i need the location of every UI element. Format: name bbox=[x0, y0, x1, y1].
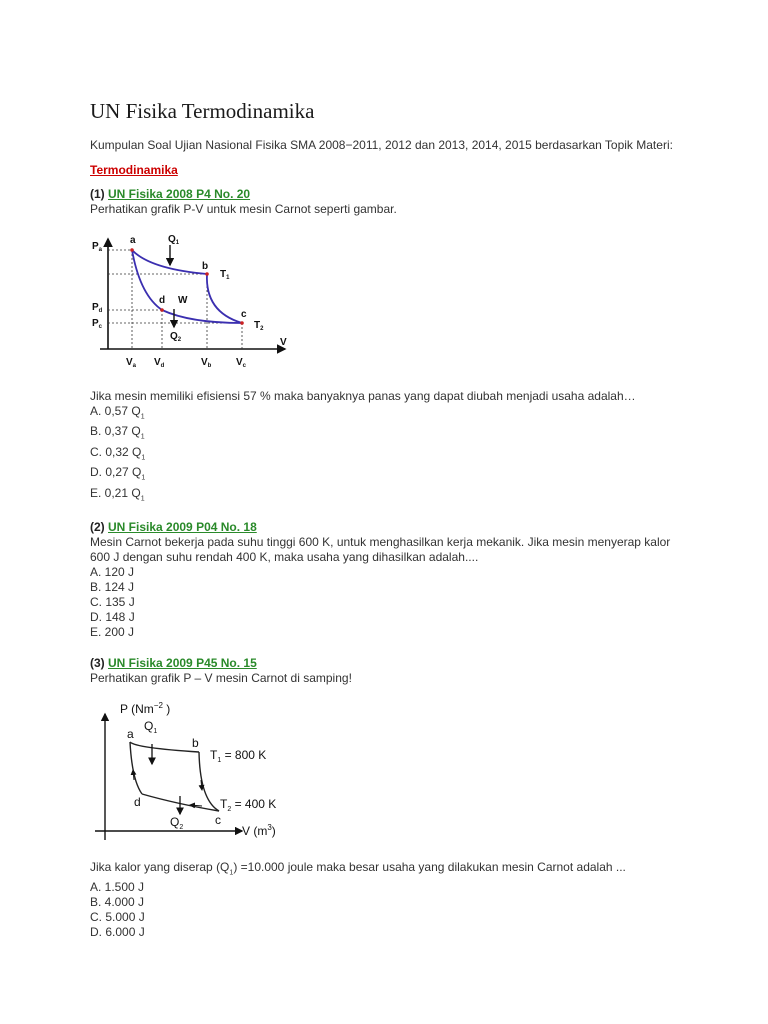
label-a: a bbox=[127, 726, 134, 741]
label-q2: $Q_2$ bbox=[170, 331, 182, 343]
label-t1: $T_1$ bbox=[220, 269, 230, 281]
label-pd: $P_d$ bbox=[92, 302, 103, 314]
option-item: E. 200 J bbox=[90, 624, 135, 639]
option-item: B. 4.000 J bbox=[90, 895, 145, 910]
label-vd: $V_d$ bbox=[154, 357, 165, 369]
option-item: A. 0,57 $Q_1$ bbox=[90, 404, 145, 421]
label-c: c bbox=[241, 309, 247, 320]
carnot-cycle bbox=[130, 742, 219, 811]
question-1-options bbox=[90, 404, 690, 506]
page-title: UN Fisika Termodinamika bbox=[90, 99, 315, 123]
label-q1: $Q_1$ bbox=[144, 718, 158, 735]
option-item: C. 0,32 $Q_1$ bbox=[90, 444, 146, 462]
label-pa: $P_a$ bbox=[92, 241, 103, 253]
option-item: C. 5.000 J bbox=[90, 910, 145, 925]
option-item: A. 120 J bbox=[90, 564, 135, 579]
option-item: D. 6.000 J bbox=[90, 925, 145, 940]
option-item: C. 135 J bbox=[90, 594, 135, 609]
label-t2: $T_2$ bbox=[254, 320, 264, 332]
label-q2: $Q_2$ bbox=[170, 814, 184, 831]
question-1-link[interactable]: UN Fisika 2008 P4 No. 20 bbox=[108, 187, 251, 201]
option-item: B. 0,37 $Q_1$ bbox=[90, 424, 145, 441]
option-item: D. 148 J bbox=[90, 609, 135, 624]
question-3 bbox=[90, 656, 690, 940]
label-q1: $Q_1$ bbox=[168, 234, 180, 246]
label-t2: $T_2 = 400$ K bbox=[220, 796, 277, 813]
label-vc: $V_c$ bbox=[236, 357, 247, 369]
question-2-options bbox=[90, 565, 690, 640]
question-1 bbox=[90, 187, 690, 506]
label-v-axis: V $(m^3)$ bbox=[242, 822, 276, 838]
question-1-header bbox=[90, 187, 690, 202]
question-3-options bbox=[90, 880, 690, 940]
option-item: D. 0,27 $Q_1$ bbox=[90, 465, 146, 482]
question-1-text: Perhatikan grafik P-V untuk mesin Carnot seperti gambar. bbox=[90, 202, 397, 216]
question-2-text: Mesin Carnot bekerja pada suhu tinggi 600 K, untuk menghasilkan kerja mekanik. Jika mesin menyerap kalor 600 J dengan suhu rendah 400 K, maka usaha yang dihasilkan adalah.... bbox=[90, 534, 671, 564]
question-2-link[interactable]: UN Fisika 2009 P04 No. 18 bbox=[108, 519, 257, 534]
label-d: d bbox=[159, 295, 166, 306]
question-3-prompt: Jika kalor yang diserap $(Q_1) =10.000$ joule maka besar usaha yang dilakukan mesin Carnot adalah ... bbox=[90, 859, 626, 877]
label-b: b bbox=[192, 735, 199, 750]
carnot-cycle bbox=[132, 250, 242, 323]
document-page bbox=[90, 98, 690, 950]
option-item: A. 1.500 J bbox=[90, 880, 145, 895]
label-pc: $P_c$ bbox=[92, 318, 103, 330]
pv-diagram-1 bbox=[90, 227, 310, 377]
label-p-axis: P ($Nm^{-2}$ ) bbox=[120, 700, 171, 716]
intro-text: Kumpulan Soal Ujian Nasional Fisika SMA 2008−2011, 2012 dan 2013, 2014, 2015 berdasarkan Topik Materi: bbox=[90, 138, 673, 152]
label-c: c bbox=[215, 812, 221, 827]
question-1-number: (1) bbox=[90, 187, 105, 201]
label-vb: $V_b$ bbox=[201, 357, 212, 369]
label-va: $V_a$ bbox=[126, 357, 137, 369]
question-1-prompt: Jika mesin memiliki efisiensi 57 % maka banyaknya panas yang dapat diubah menjadi usaha adalah… bbox=[90, 389, 636, 403]
section-title[interactable]: Termodinamika bbox=[90, 163, 178, 177]
question-3-header bbox=[90, 656, 690, 671]
label-b: b bbox=[202, 261, 209, 272]
question-3-link[interactable]: UN Fisika 2009 P45 No. 15 bbox=[108, 655, 257, 670]
label-d: d bbox=[134, 794, 141, 809]
question-3-number: (3) bbox=[90, 655, 105, 670]
option-item: E. 0,21 $Q_1$ bbox=[90, 485, 145, 502]
question-2-number: (2) bbox=[90, 519, 105, 534]
option-item: B. 124 J bbox=[90, 579, 135, 594]
question-3-text: Perhatikan grafik P – V mesin Carnot di samping! bbox=[90, 670, 352, 685]
label-t1: $T_1 = 800$ K bbox=[210, 747, 267, 764]
label-a: a bbox=[130, 235, 136, 246]
label-w: W bbox=[178, 295, 188, 306]
label-v-axis: V bbox=[280, 337, 287, 348]
question-2-header bbox=[90, 520, 690, 535]
question-2 bbox=[90, 520, 690, 640]
pv-diagram-2 bbox=[92, 700, 322, 850]
